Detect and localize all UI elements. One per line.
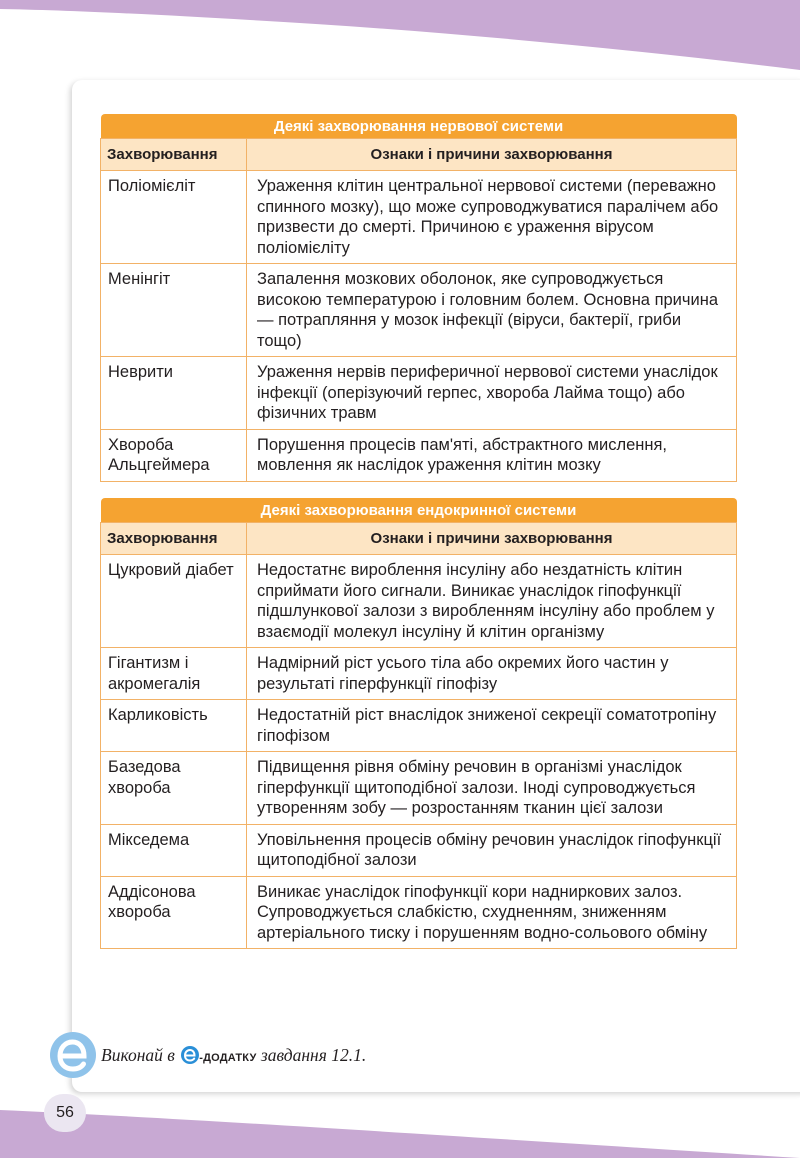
task-instruction xyxy=(101,1045,366,1066)
table-row xyxy=(101,876,737,949)
disease-description: Уповільнення процесів обміну речовин унаслідок гіпофункції щитоподібної залози xyxy=(247,824,737,876)
bottom-decor-band xyxy=(0,1100,800,1158)
page-number: 56 xyxy=(44,1094,86,1132)
disease-description: Ураження нервів периферичної нервової системи унаслідок інфекції (оперізуючий герпес, хвороба Лайма тощо) або фізичних травм xyxy=(247,357,737,430)
disease-name: Аддісонова хвороба xyxy=(101,876,247,949)
task-prefix: Виконай в xyxy=(101,1045,175,1065)
column-header-description: Ознаки і причини захворювання xyxy=(247,523,737,555)
endocrine-system-diseases-table xyxy=(100,498,737,949)
disease-description: Порушення процесів пам'яті, абстрактного мислення, мовлення як наслідок ураження клітин мозку xyxy=(247,429,737,481)
disease-description: Підвищення рівня обміну речовин в організмі унаслідок гіперфункції щитоподібної залози. Іноді супроводжується утворенням зобу — розростанням тканин цієї залози xyxy=(247,752,737,825)
table-row xyxy=(101,752,737,825)
disease-description: Виникає унаслідок гіпофункції кори надниркових залоз. Супроводжується слабкістю, схудненням, зниженням артеріального тиску і порушенням водно-сольового обміну xyxy=(247,876,737,949)
table-title: Деякі захворювання ендокринної системи xyxy=(101,498,737,523)
disease-description: Ураження клітин центральної нервової системи (переважно спинного мозку), що може супроводжуватися паралічем або призвести до смерті. Причиною є ураження вірусом поліомієліту xyxy=(247,171,737,264)
table-row xyxy=(101,700,737,752)
nervous-system-diseases-table xyxy=(100,114,737,482)
table-row xyxy=(101,648,737,700)
table-row xyxy=(101,171,737,264)
disease-name: Карликовість xyxy=(101,700,247,752)
disease-name: Мікседема xyxy=(101,824,247,876)
disease-name: Хвороба Альцгеймера xyxy=(101,429,247,481)
column-header-disease: Захворювання xyxy=(101,139,247,171)
disease-description: Недостатній ріст внаслідок зниженої секреції соматотропіну гіпофізом xyxy=(247,700,737,752)
table-row xyxy=(101,429,737,481)
disease-name: Базедова хвороба xyxy=(101,752,247,825)
table-row xyxy=(101,824,737,876)
disease-name: Поліомієліт xyxy=(101,171,247,264)
table-row xyxy=(101,264,737,357)
disease-name: Цукровий діабет xyxy=(101,555,247,648)
disease-description: Недостатнє вироблення інсуліну або нездатність клітин сприймати його сигнали. Виникає унаслідок гіпофункції підшлункової залози з виробленням інсуліну або проблем у взаємодії молекул інсуліну й клітин організму xyxy=(247,555,737,648)
disease-description: Запалення мозкових оболонок, яке супроводжується високою температурою і головним болем. Основна причина — потрапляння у мозок інфекції (віруси, бактерії, гриби тощо) xyxy=(247,264,737,357)
e-addon-small-icon[interactable] xyxy=(181,1046,199,1064)
table-title: Деякі захворювання нервової системи xyxy=(101,114,737,139)
table-row xyxy=(101,555,737,648)
disease-description: Надмірний ріст усього тіла або окремих його частин у результаті гіперфункції гіпофізу xyxy=(247,648,737,700)
disease-name: Менінгіт xyxy=(101,264,247,357)
disease-name: Гігантизм і акромегалія xyxy=(101,648,247,700)
column-header-description: Ознаки і причини захворювання xyxy=(247,139,737,171)
task-suffix: завдання 12.1. xyxy=(260,1045,367,1065)
addon-link[interactable]: -ДОДАТКУ xyxy=(199,1052,257,1064)
disease-name: Неврити xyxy=(101,357,247,430)
table-row xyxy=(101,357,737,430)
column-header-disease: Захворювання xyxy=(101,523,247,555)
top-decor-band xyxy=(0,0,800,70)
e-addon-logo-icon[interactable] xyxy=(50,1032,96,1078)
